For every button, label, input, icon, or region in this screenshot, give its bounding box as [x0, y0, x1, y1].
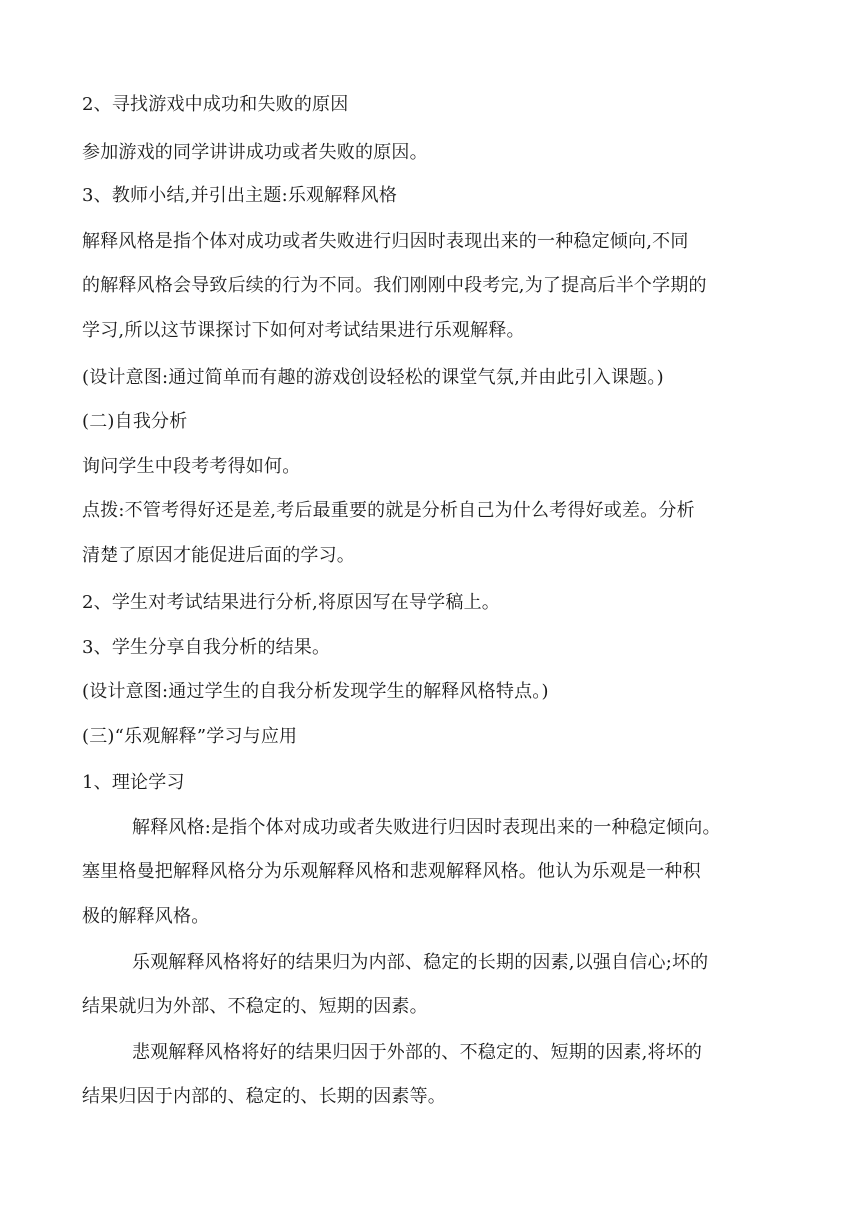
paragraph: 悲观解释风格将好的结果归因于外部的、不稳定的、短期的因素,将坏的	[132, 1042, 703, 1063]
step-heading: 1、理论学习	[82, 772, 185, 793]
section-heading: (二)自我分析	[82, 411, 188, 432]
step-heading: 2、学生对考试结果进行分析,将原因写在导学稿上。	[82, 592, 500, 613]
step-heading: 2、寻找游戏中成功和失败的原因	[82, 94, 349, 115]
paragraph: 解释风格:是指个体对成功或者失败进行归因时表现出来的一种稳定倾向。	[132, 817, 721, 838]
step-heading: 3、教师小结,并引出主题:乐观解释风格	[82, 185, 398, 206]
section-heading: (三)“乐观解释”学习与应用	[82, 726, 298, 747]
paragraph: 学习,所以这节课探讨下如何对考试结果进行乐观解释。	[82, 320, 525, 341]
paragraph: 点拨:不管考得好还是差,考后最重要的就是分析自己为什么考得好或差。分析	[82, 500, 695, 521]
paragraph: 的解释风格会导致后续的行为不同。我们刚刚中段考完,为了提高后半个学期的	[82, 275, 707, 296]
paragraph: 询问学生中段考考得如何。	[82, 456, 301, 477]
design-intent-note: (设计意图:通过学生的自我分析发现学生的解释风格特点。)	[82, 681, 549, 702]
step-heading: 3、学生分享自我分析的结果。	[82, 637, 331, 658]
paragraph: 极的解释风格。	[82, 906, 210, 927]
design-intent-note: (设计意图:通过简单而有趣的游戏创设轻松的课堂气氛,并由此引入课题。)	[82, 367, 664, 388]
paragraph: 结果就归为外部、不稳定的、短期的因素。	[82, 996, 428, 1017]
paragraph: 结果归因于内部的、稳定的、长期的因素等。	[82, 1086, 446, 1107]
paragraph: 参加游戏的同学讲讲成功或者失败的原因。	[82, 142, 428, 163]
paragraph: 乐观解释风格将好的结果归为内部、稳定的长期的因素,以强自信心;坏的	[132, 952, 709, 973]
paragraph: 塞里格曼把解释风格分为乐观解释风格和悲观解释风格。他认为乐观是一种积	[82, 861, 701, 882]
paragraph: 清楚了原因才能促进后面的学习。	[82, 545, 355, 566]
paragraph: 解释风格是指个体对成功或者失败进行归因时表现出来的一种稳定倾向,不同	[82, 231, 689, 252]
